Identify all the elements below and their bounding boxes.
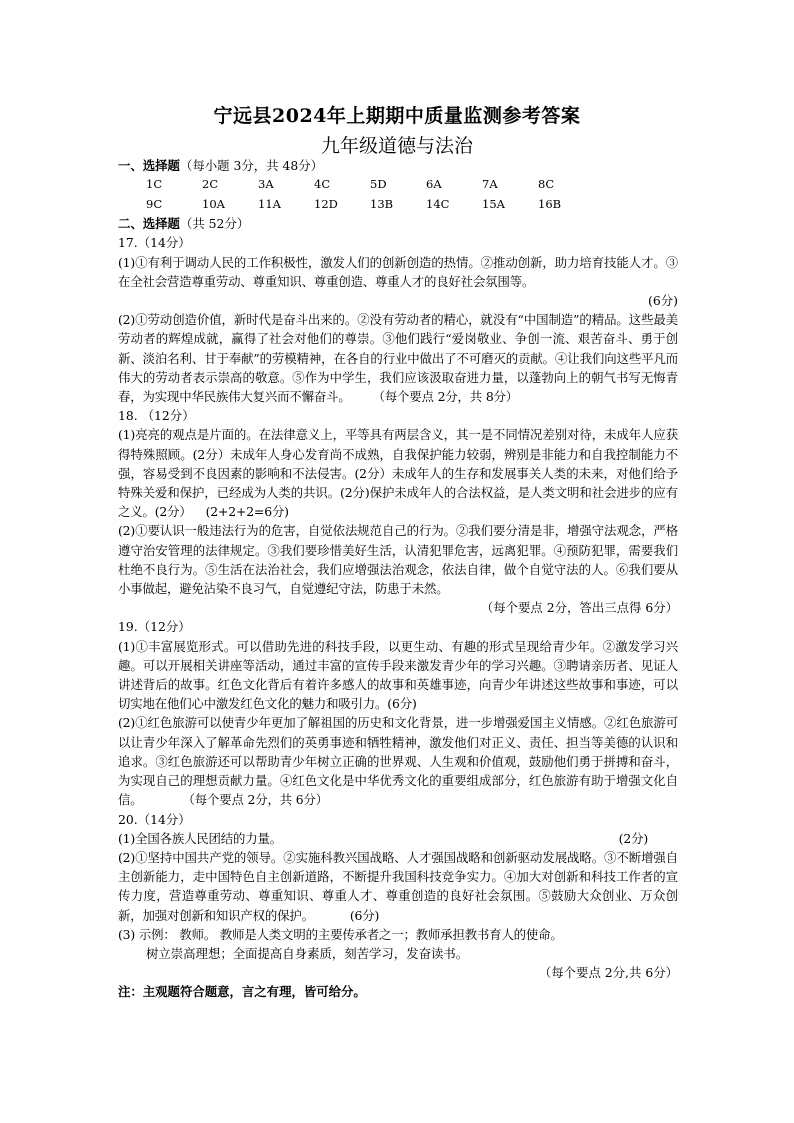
q20-answer-2-text: (2)①坚持中国共产党的领导。②实施科教兴国战略、人才强国战略和创新驱动发展战略。③不断增强自主创新能力，走中国特色自主创新道路，不断提升我国科技竞争实力。④加大对创新和科技工作者的宣传力度，营造尊重劳动、尊重知识、尊重人才、尊重创造的良好社会氛围。⑤鼓励大众创业、万众创新，加强对创新和知识产权的保护。 bbox=[118, 849, 678, 923]
choice-answer: 15A bbox=[482, 196, 505, 211]
choice-answer: 1C bbox=[146, 177, 163, 192]
choice-answer: 9C bbox=[146, 196, 163, 211]
q18-answer-1 bbox=[118, 425, 678, 521]
choice-row-2 bbox=[146, 195, 678, 215]
section1-title: 一、选择题 bbox=[118, 158, 180, 173]
q20-answer-3b: 树立崇高理想；全面提高自身素质，刻苦学习，发奋读书。 bbox=[146, 945, 469, 961]
section2-title: 二、选择题 bbox=[118, 216, 180, 232]
choice-answer: 10A bbox=[202, 196, 225, 211]
choice-answer: 14C bbox=[426, 196, 450, 211]
section1-note: （每小题 3分，共 48分） bbox=[179, 158, 323, 173]
q20-answer-1-text: (1)全国各族人民团结的力量。 bbox=[118, 830, 282, 846]
q19-answer-2-text: (2)①红色旅游可以使青少年更加了解祖国的历史和文化背景，进一步增强爱国主义情感。②红色旅游可以让青少年深入了解革命先烈们的英勇事迹和牺牲精神，激发他们对正义、责任、担当等美德的认识和追求。③红色旅游还可以帮助青少年树立正确的世界观、人生观和价值观，鼓励他们勇于拼搏和奋斗，为实现自己的理想贡献力量。④红色文化是中华优秀文化的重要组成部分，红色旅游有助于增强文化自信。 bbox=[118, 715, 678, 808]
choice-answer: 12D bbox=[314, 196, 338, 211]
q17-answer-1: (1)①有利于调动人民的工作积极性，激发人们的创新创造的热情。②推动创新，助力培育技能人才。③在全社会营造尊重劳动、尊重知识、尊重创造、尊重人才的良好社会氛围等。 bbox=[118, 254, 678, 289]
choice-answer: 6A bbox=[426, 177, 442, 192]
choice-answer: 7A bbox=[482, 177, 498, 192]
answer-content bbox=[118, 156, 678, 1002]
q20-answer-3: (3) 示例： 教师。 教师是人类文明的主要传承者之一；教师承担教书育人的使命。 bbox=[118, 926, 563, 942]
q19-score-2: （每个要点 2分，共 6分） bbox=[182, 792, 328, 808]
page-title: 宁远县2024年上期期中质量监测参考答案 bbox=[213, 105, 581, 127]
choice-row-1 bbox=[146, 175, 678, 195]
q17-answer-2-text: (2)①劳动创造价值，新时代是奋斗出来的。②没有劳动者的精心，就没有“中国制造”的精品。这些最美劳动者的辉煌成就，赢得了社会对他们的尊崇。③他们践行“爱岗敬业、争创一流、艰苦奋斗、勇于创新、淡泊名利、甘于奉献”的劳模精神，在各自的行业中做出了不可磨灭的贡献。④让我们向这些平凡而伟大的劳动者表示崇高的敬意。⑤作为中学生，我们应该汲取奋进力量，以蓬勃向上的朝气书写无悔青春，为实现中华民族伟大复兴而不懈奋斗。 bbox=[118, 312, 678, 405]
q19-heading: 19.（12分） bbox=[118, 619, 191, 635]
q18-score-1: (2+2+2=6分) bbox=[205, 504, 289, 520]
choice-answer: 16B bbox=[538, 196, 562, 211]
q18-answer-2: (2)①要认识一般违法行为的危害，自觉依法规范自己的行为。②我们要分清是非，增强守法观念，严格遵守治安管理的法律规定。③我们要珍惜美好生活，认清犯罪危害，远离犯罪。④预防犯罪，需要我们杜绝不良行为。⑤生活在法治社会，我们应增强法治观念，依法自律，做个自觉守法的人。⑥我们要从小事做起，避免沾染不良习气，自觉遵纪守法，防患于未然。 bbox=[118, 523, 678, 597]
q20-answer-1 bbox=[118, 829, 678, 848]
choice-answers bbox=[118, 175, 678, 214]
choice-answer: 3A bbox=[258, 177, 274, 192]
q18-answer-1-text: (1)亮亮的观点是片面的。在法律意义上，平等具有两层含义，其一是不同情况差别对待，未成年人应获得特殊照顾。(2分）未成年人身心发育尚不成熟，自我保护能力较弱，辨别是非能力和自我控制能力不强，容易受到不良因素的影响和不法侵害。(2分）未成年人的生存和发展事关人类的未来，对他们给予特殊关爱和保护，已经成为人类的共识。(2分)保护未成年人的合法权益，是人类文明和社会进步的应有之义。(2分） bbox=[118, 427, 678, 520]
page-subtitle: 九年级道德与法治 bbox=[320, 135, 473, 157]
q19-answer-2 bbox=[118, 713, 678, 809]
q20-score-1: (2分) bbox=[618, 830, 648, 846]
choice-answer: 5D bbox=[370, 177, 387, 192]
choice-answer: 11A bbox=[258, 196, 281, 211]
q20-answer-2 bbox=[118, 848, 678, 925]
q17-score-2: （每个要点 2分，共 8分） bbox=[372, 389, 519, 405]
q18-heading: 18. （12分） bbox=[118, 408, 195, 424]
q20-score-2: (6分) bbox=[349, 907, 380, 923]
q20-heading: 20.（14分） bbox=[118, 811, 191, 827]
choice-answer: 2C bbox=[202, 177, 219, 192]
section1-heading bbox=[118, 156, 678, 175]
grading-note: 注：主观题符合题意，言之有理，皆可给分。 bbox=[118, 984, 366, 1000]
q17-score-1: (6分) bbox=[648, 293, 678, 309]
q17-answer-2 bbox=[118, 310, 678, 406]
q20-score-3: （每个要点 2分,共 6分） bbox=[538, 965, 678, 981]
q19-answer-1: (1)①丰富展览形式。可以借助先进的科技手段，以更生动、有趣的形式呈现给青少年。②激发学习兴趣。可以开展相关讲座等活动，通过丰富的宣传手段来激发青少年的学习兴趣。③聘请亲历者、见证人讲述背后的故事。红色文化背后有着许多感人的故事和英雄事迹，向青少年讲述这些故事和事迹，可以切实地在他们心中激发红色文化的魅力和吸引力。(6分) bbox=[118, 638, 678, 712]
section2-heading bbox=[118, 214, 678, 233]
section2-note: （共 52分） bbox=[179, 216, 250, 232]
q18-score-2: （每个要点 2分，答出三点得 6分） bbox=[480, 600, 678, 616]
choice-answer: 4C bbox=[314, 177, 331, 192]
choice-answer: 13B bbox=[370, 196, 394, 211]
choice-answer: 8C bbox=[538, 177, 555, 192]
q17-heading: 17.（14分） bbox=[118, 235, 191, 251]
